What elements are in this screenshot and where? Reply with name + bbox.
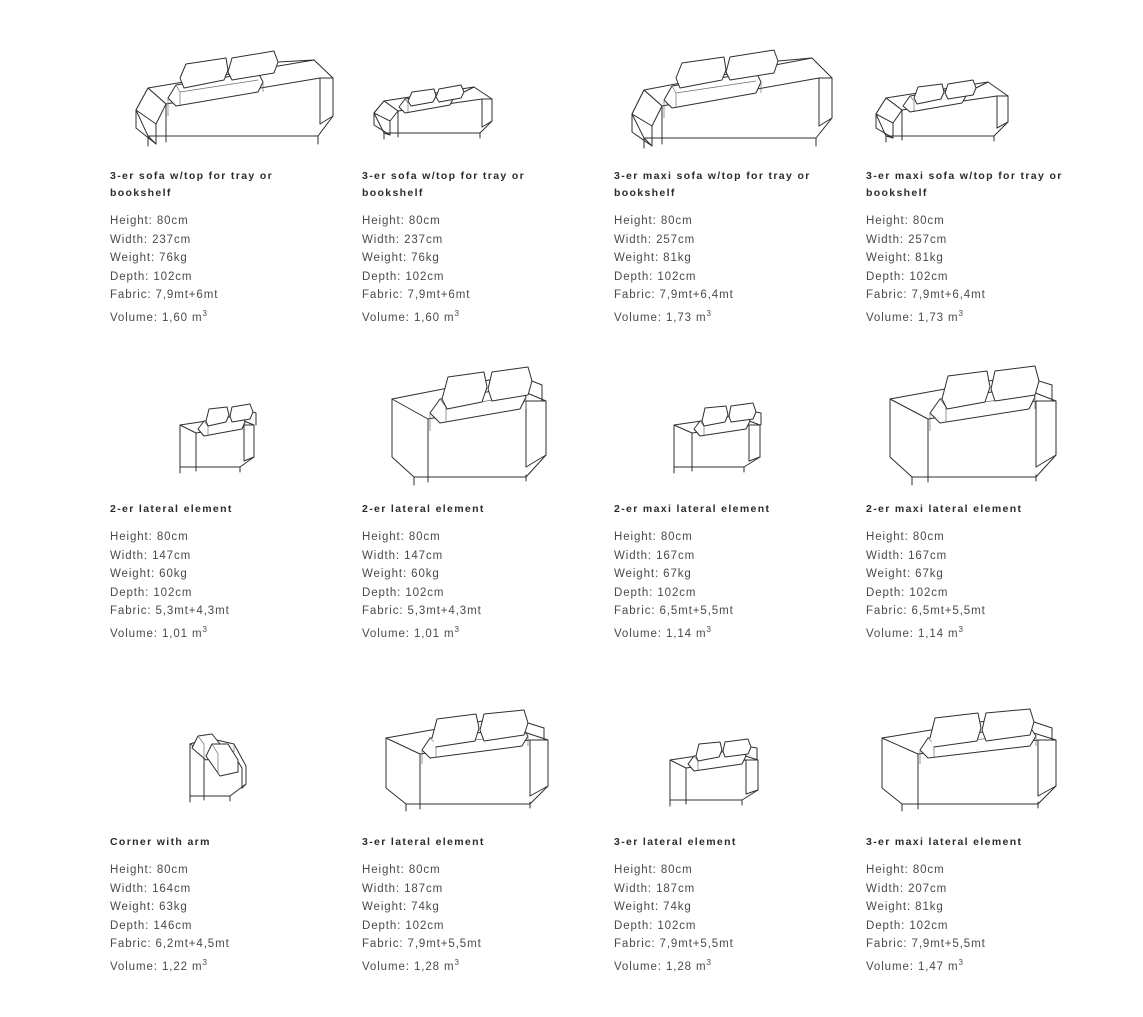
spec-fabric: Fabric: 7,9mt+5,5mt	[362, 938, 482, 951]
product-title: 2-er lateral element	[362, 503, 485, 515]
spec-volume	[362, 621, 614, 643]
spec-height: Height: 80cm	[866, 215, 945, 227]
spec-depth: Depth: 102cm	[866, 270, 949, 283]
spec-volume-exponent: 3	[202, 308, 208, 318]
product-title: 2-er lateral element	[110, 503, 233, 515]
product-specs	[110, 528, 362, 643]
product-title: 2-er maxi lateral element	[866, 503, 1023, 515]
spec-weight: Weight: 74kg	[362, 901, 440, 914]
spec-volume	[110, 954, 362, 976]
spec-weight: Weight: 60kg	[110, 568, 188, 581]
spec-fabric: Fabric: 5,3mt+4,3mt	[362, 605, 482, 618]
spec-volume-value: Volume: 1,14 m	[866, 627, 959, 640]
product-card	[614, 351, 866, 684]
sofa-3er-maxi-with-tray-large-icon	[614, 18, 866, 168]
product-specs	[110, 861, 362, 976]
lateral-element-2er-maxi-large-icon	[866, 351, 1118, 501]
spec-volume-value: Volume: 1,73 m	[614, 311, 707, 324]
product-specs	[362, 212, 614, 327]
lateral-element-2er-maxi-small-icon	[614, 351, 866, 501]
product-card	[362, 351, 614, 684]
spec-volume-exponent: 3	[958, 308, 964, 318]
spec-volume-value: Volume: 1,01 m	[110, 627, 203, 640]
spec-volume	[110, 305, 362, 327]
spec-height: Height: 80cm	[362, 864, 441, 876]
spec-depth: Depth: 102cm	[614, 919, 697, 932]
spec-weight: Weight: 76kg	[110, 252, 188, 265]
spec-width: Width: 167cm	[866, 549, 948, 562]
spec-fabric: Fabric: 7,9mt+5,5mt	[614, 938, 734, 951]
product-specs	[110, 212, 362, 327]
lateral-element-3er-maxi-large-icon	[866, 684, 1118, 834]
product-card	[362, 18, 614, 351]
spec-volume-exponent: 3	[958, 624, 964, 634]
spec-width: Width: 237cm	[110, 233, 192, 246]
spec-height: Height: 80cm	[866, 864, 945, 876]
spec-volume-value: Volume: 1,47 m	[866, 960, 959, 973]
spec-height: Height: 80cm	[110, 531, 189, 543]
spec-width: Width: 167cm	[614, 549, 696, 562]
spec-depth: Depth: 102cm	[866, 919, 949, 932]
spec-volume-exponent: 3	[958, 957, 964, 967]
spec-fabric: Fabric: 6,5mt+5,5mt	[614, 605, 734, 618]
product-specs	[614, 528, 866, 643]
spec-width: Width: 147cm	[362, 549, 444, 562]
product-specs	[614, 861, 866, 976]
product-card	[866, 684, 1118, 1017]
spec-volume-exponent: 3	[454, 624, 460, 634]
product-title: 3-er lateral element	[614, 836, 737, 848]
spec-height: Height: 80cm	[614, 864, 693, 876]
product-card	[362, 684, 614, 1017]
corner-with-arm-icon	[110, 684, 362, 834]
spec-fabric: Fabric: 7,9mt+6mt	[110, 289, 219, 302]
product-title: 3-er maxi sofa w/top for tray or bookshelf	[614, 170, 811, 199]
spec-depth: Depth: 102cm	[614, 270, 697, 283]
sofa-3er-maxi-with-tray-low-icon	[866, 18, 1118, 168]
product-title: 3-er lateral element	[362, 836, 485, 848]
spec-volume-value: Volume: 1,73 m	[866, 311, 959, 324]
product-title: 3-er sofa w/top for tray or bookshelf	[362, 170, 526, 199]
spec-width: Width: 187cm	[362, 882, 444, 895]
lateral-element-3er-small-icon	[614, 684, 866, 834]
spec-volume	[362, 954, 614, 976]
spec-weight: Weight: 76kg	[362, 252, 440, 265]
spec-fabric: Fabric: 7,9mt+5,5mt	[866, 938, 986, 951]
spec-volume-value: Volume: 1,28 m	[614, 960, 707, 973]
product-grid	[0, 18, 1143, 1017]
lateral-element-2er-large-icon	[362, 351, 614, 501]
spec-volume-exponent: 3	[454, 308, 460, 318]
spec-volume	[614, 305, 866, 327]
product-specs	[866, 212, 1118, 327]
spec-fabric: Fabric: 7,9mt+6,4mt	[866, 289, 986, 302]
spec-width: Width: 257cm	[866, 233, 948, 246]
spec-weight: Weight: 81kg	[866, 901, 944, 914]
spec-volume	[614, 621, 866, 643]
spec-depth: Depth: 102cm	[362, 919, 445, 932]
product-title: Corner with arm	[110, 836, 211, 848]
spec-height: Height: 80cm	[866, 531, 945, 543]
product-specs	[614, 212, 866, 327]
spec-height: Height: 80cm	[362, 531, 441, 543]
spec-volume-value: Volume: 1,28 m	[362, 960, 455, 973]
spec-weight: Weight: 60kg	[362, 568, 440, 581]
spec-volume-value: Volume: 1,60 m	[362, 311, 455, 324]
product-title: 3-er maxi lateral element	[866, 836, 1023, 848]
spec-fabric: Fabric: 6,5mt+5,5mt	[866, 605, 986, 618]
spec-volume-exponent: 3	[706, 624, 712, 634]
spec-volume-exponent: 3	[454, 957, 460, 967]
spec-height: Height: 80cm	[110, 864, 189, 876]
spec-weight: Weight: 74kg	[614, 901, 692, 914]
spec-weight: Weight: 63kg	[110, 901, 188, 914]
spec-volume	[866, 305, 1118, 327]
spec-height: Height: 80cm	[362, 215, 441, 227]
product-title: 2-er maxi lateral element	[614, 503, 771, 515]
spec-depth: Depth: 146cm	[110, 919, 193, 932]
spec-height: Height: 80cm	[614, 215, 693, 227]
lateral-element-2er-small-icon	[110, 351, 362, 501]
spec-depth: Depth: 102cm	[110, 586, 193, 599]
spec-depth: Depth: 102cm	[614, 586, 697, 599]
spec-volume-exponent: 3	[202, 957, 208, 967]
product-specs	[362, 861, 614, 976]
product-card	[110, 684, 362, 1017]
spec-fabric: Fabric: 5,3mt+4,3mt	[110, 605, 230, 618]
spec-volume-value: Volume: 1,22 m	[110, 960, 203, 973]
lateral-element-3er-large-icon	[362, 684, 614, 834]
spec-fabric: Fabric: 7,9mt+6mt	[362, 289, 471, 302]
spec-volume	[110, 621, 362, 643]
product-card	[614, 684, 866, 1017]
spec-height: Height: 80cm	[614, 531, 693, 543]
spec-volume-value: Volume: 1,60 m	[110, 311, 203, 324]
product-title: 3-er sofa w/top for tray or bookshelf	[110, 170, 274, 199]
spec-weight: Weight: 67kg	[866, 568, 944, 581]
spec-fabric: Fabric: 7,9mt+6,4mt	[614, 289, 734, 302]
sofa-3er-with-tray-low-icon	[362, 18, 614, 168]
product-title: 3-er maxi sofa w/top for tray or bookshelf	[866, 170, 1063, 199]
spec-volume	[362, 305, 614, 327]
product-card	[866, 351, 1118, 684]
spec-width: Width: 257cm	[614, 233, 696, 246]
spec-volume	[866, 954, 1118, 976]
product-card	[614, 18, 866, 351]
spec-volume-exponent: 3	[706, 957, 712, 967]
product-card	[866, 18, 1118, 351]
spec-height: Height: 80cm	[110, 215, 189, 227]
spec-volume-value: Volume: 1,01 m	[362, 627, 455, 640]
product-specs	[362, 528, 614, 643]
product-specs	[866, 528, 1118, 643]
spec-depth: Depth: 102cm	[362, 270, 445, 283]
spec-weight: Weight: 81kg	[614, 252, 692, 265]
product-card	[110, 351, 362, 684]
spec-width: Width: 187cm	[614, 882, 696, 895]
sofa-3er-with-tray-large-icon	[110, 18, 362, 168]
product-card	[110, 18, 362, 351]
product-specs	[866, 861, 1118, 976]
spec-volume	[614, 954, 866, 976]
spec-volume-value: Volume: 1,14 m	[614, 627, 707, 640]
spec-width: Width: 147cm	[110, 549, 192, 562]
spec-weight: Weight: 67kg	[614, 568, 692, 581]
spec-depth: Depth: 102cm	[110, 270, 193, 283]
spec-width: Width: 237cm	[362, 233, 444, 246]
spec-volume-exponent: 3	[706, 308, 712, 318]
spec-volume-exponent: 3	[202, 624, 208, 634]
spec-fabric: Fabric: 6,2mt+4,5mt	[110, 938, 230, 951]
spec-width: Width: 207cm	[866, 882, 948, 895]
spec-width: Width: 164cm	[110, 882, 192, 895]
spec-depth: Depth: 102cm	[362, 586, 445, 599]
spec-volume	[866, 621, 1118, 643]
spec-weight: Weight: 81kg	[866, 252, 944, 265]
spec-depth: Depth: 102cm	[866, 586, 949, 599]
